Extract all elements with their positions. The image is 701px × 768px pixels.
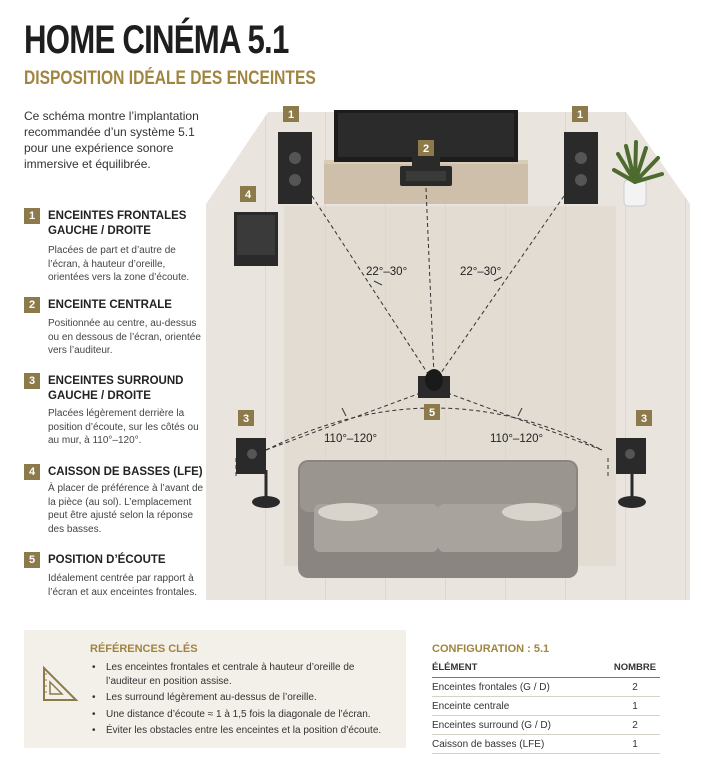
- legend-desc: À placer de préférence à l’avant de la pièce (au sol). L’emplacement peut être ajusté selon la réponse des basses.: [48, 483, 204, 535]
- ruler-square-icon: [40, 664, 80, 704]
- badge-label: 3: [640, 413, 648, 425]
- badge-label: 2: [422, 143, 430, 155]
- badge-surround-left: [238, 410, 254, 426]
- badge-label: 1: [576, 109, 584, 121]
- subwoofer: [234, 212, 278, 266]
- badge-front-left: [283, 106, 299, 122]
- legend-desc: Positionnée au centre, au-dessus ou en dessous de l’écran, orientée vers l’auditeur.: [48, 318, 201, 356]
- legend-badge: 3: [24, 373, 40, 389]
- cell-count: 2: [610, 716, 660, 735]
- page-subtitle: DISPOSITION IDÉALE DES ENCEINTES: [24, 68, 316, 89]
- legend-desc: Idéalement centrée par rapport à l’écran et aux enceintes frontales.: [48, 573, 197, 598]
- list-item: • Les enceintes frontales et centrale à hauteur d’oreille de l’auditeur en position assise.: [92, 661, 392, 688]
- legend-badge: 5: [24, 552, 40, 568]
- legend-item-front: [24, 208, 204, 288]
- legend-badge: 4: [24, 464, 40, 480]
- badge-subwoofer: [240, 186, 256, 202]
- legend-title: ENCEINTE CENTRALE: [48, 299, 172, 311]
- legend-title: ENCEINTES FRONTALES GAUCHE / DROITE: [48, 210, 187, 237]
- cell-count: 1: [610, 735, 660, 754]
- configuration-table: [432, 662, 660, 754]
- badge-label: 1: [287, 109, 295, 121]
- legend-item-surround: [24, 373, 204, 453]
- cell-element: Enceintes surround (G / D): [432, 716, 610, 735]
- legend-desc: Placées légèrement derrière la position d’écoute, sur les côtés ou au mur, à 110°–120°.: [48, 408, 199, 446]
- legend-desc: Placées de part et d’autre de l’écran, à hauteur d’oreille, orientées vers la zone d’écoute.: [48, 245, 190, 283]
- legend-item-center: [24, 297, 204, 367]
- badge-front-right: [572, 106, 588, 122]
- column-header-element: ÉLÉMENT: [432, 662, 610, 678]
- front-right-speaker: [564, 132, 598, 204]
- badge-label: 3: [242, 413, 250, 425]
- badge-center: [418, 140, 434, 156]
- angle-label-surround-left: 110°–120°: [324, 433, 378, 445]
- intro-text: Ce schéma montre l’implantation recommandée d’un système 5.1 pour une expérience sonore immersive et équilibrée.: [24, 109, 199, 171]
- room-diagram: [206, 98, 690, 600]
- angle-label-front-right: 22°–30°: [460, 266, 502, 278]
- page-title: HOME CINÉMA 5.1: [24, 18, 289, 62]
- sofa: [298, 460, 578, 578]
- list-item: • Une distance d’écoute ≈ 1 à 1,5 fois la diagonale de l’écran.: [92, 708, 392, 722]
- legend-title: POSITION D’ÉCOUTE: [48, 554, 166, 566]
- table-row: [432, 678, 660, 697]
- legend-item-listener: [24, 552, 204, 612]
- table-row: [432, 735, 660, 754]
- badge-surround-right: [636, 410, 652, 426]
- badge-label: 5: [428, 407, 436, 419]
- configuration-title: CONFIGURATION : 5.1: [432, 643, 550, 655]
- cell-element: Caisson de basses (LFE): [432, 735, 610, 754]
- legend-badge: 2: [24, 297, 40, 313]
- cell-element: Enceintes frontales (G / D): [432, 678, 610, 697]
- cell-count: 2: [610, 678, 660, 697]
- angle-label-surround-right: 110°–120°: [490, 433, 544, 445]
- cell-count: 1: [610, 697, 660, 716]
- badge-listener: [424, 404, 440, 420]
- references-list: [92, 661, 392, 741]
- column-header-count: NOMBRE: [610, 662, 660, 678]
- list-item: • Éviter les obstacles entre les enceintes et la position d’écoute.: [92, 724, 392, 738]
- references-title: RÉFÉRENCES CLÉS: [90, 643, 198, 655]
- legend-badge: 1: [24, 208, 40, 224]
- badge-label: 4: [244, 189, 252, 201]
- angle-label-front-left: 22°–30°: [366, 266, 408, 278]
- legend-title: CAISSON DE BASSES (LFE): [48, 466, 203, 478]
- legend-title: ENCEINTES SURROUND GAUCHE / DROITE: [48, 375, 184, 402]
- legend-item-subwoofer: [24, 464, 204, 544]
- table-row: [432, 697, 660, 716]
- cell-element: Enceinte centrale: [432, 697, 610, 716]
- table-row: [432, 716, 660, 735]
- list-item: • Les surround légèrement au-dessus de l’oreille.: [92, 691, 392, 705]
- front-left-speaker: [278, 132, 312, 204]
